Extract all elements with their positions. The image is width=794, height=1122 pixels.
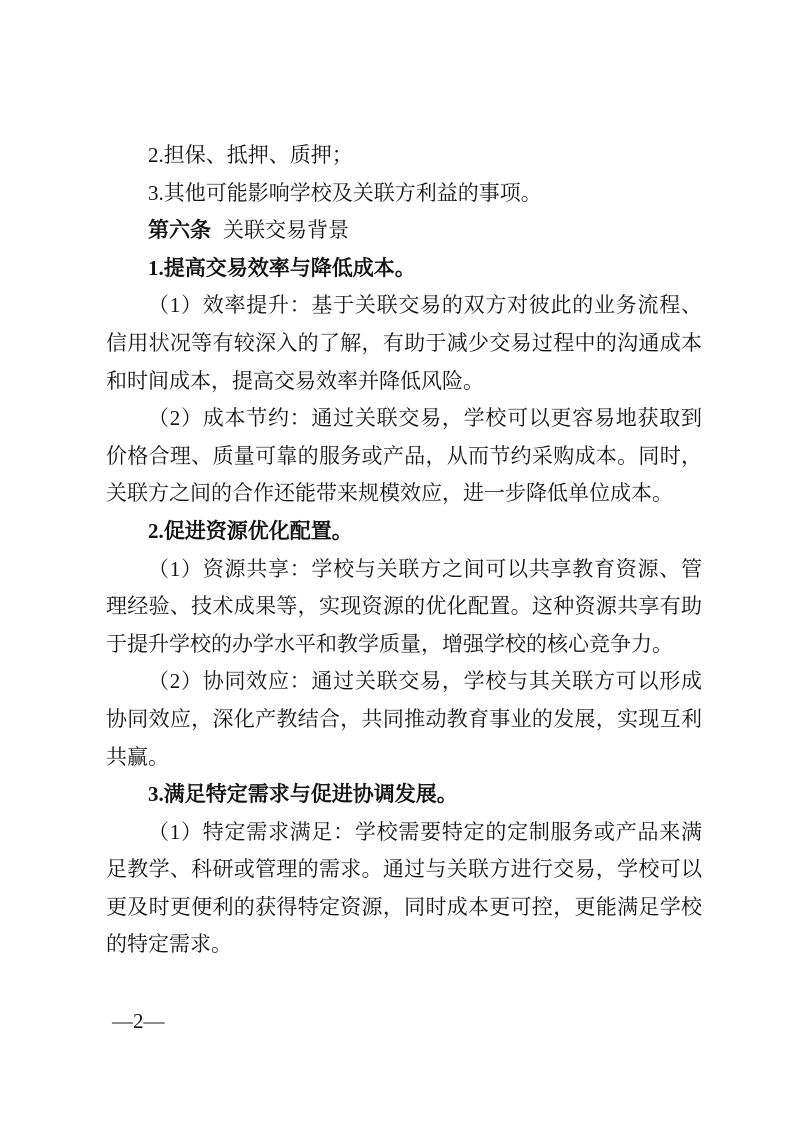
paragraph-synergy: （2）协同效应：通过关联交易，学校与其关联方可以形成协同效应，深化产教结合，共同推动教育事业的发展，实现互利共赢。: [106, 669, 702, 769]
list-item-other-matters: 3.其他可能影响学校及关联方利益的事项。: [148, 180, 542, 205]
paragraph-resource-sharing: （1）资源共享：学校与关联方之间可以共享教育资源、管理经验、技术成果等，实现资源的优化配置。这种资源共享有助于提升学校的办学水平和教学质量，增强学校的核心竞争力。: [106, 556, 702, 656]
article-title: 关联交易背景: [223, 218, 349, 243]
article-number: 第六条: [148, 218, 211, 243]
list-item-guarantee: 2.担保、抵押、质押；: [148, 143, 353, 167]
paragraph-specific-needs: （1）特定需求满足：学校需要特定的定制服务或产品来满足教学、科研或管理的需求。通过与关联方进行交易，学校可以更及时更便利的获得特定资源，同时成本更可控，更能满足学校的特定需求。: [106, 819, 702, 957]
paragraph-efficiency: （1）效率提升：基于关联交易的双方对彼此的业务流程、信用状况等有较深入的了解，有助于减少交易过程中的沟通成本和时间成本，提高交易效率并降低风险。: [106, 293, 702, 393]
section-heading-1: 1.提高交易效率与降低成本。: [148, 255, 416, 280]
article-heading: [106, 212, 702, 250]
section-heading-3: 3.满足特定需求与促进协调发展。: [148, 782, 458, 807]
page-footer: [112, 1006, 165, 1036]
section-heading-2: 2.促进资源优化配置。: [148, 518, 353, 543]
paragraph-cost-saving: （2）成本节约：通过关联交易，学校可以更容易地获取到价格合理、质量可靠的服务或产品，从而节约采购成本。同时，关联方之间的合作还能带来规模效应，进一步降低单位成本。: [106, 406, 702, 506]
page-number: —2—: [112, 1009, 165, 1033]
document-body: [106, 137, 702, 964]
